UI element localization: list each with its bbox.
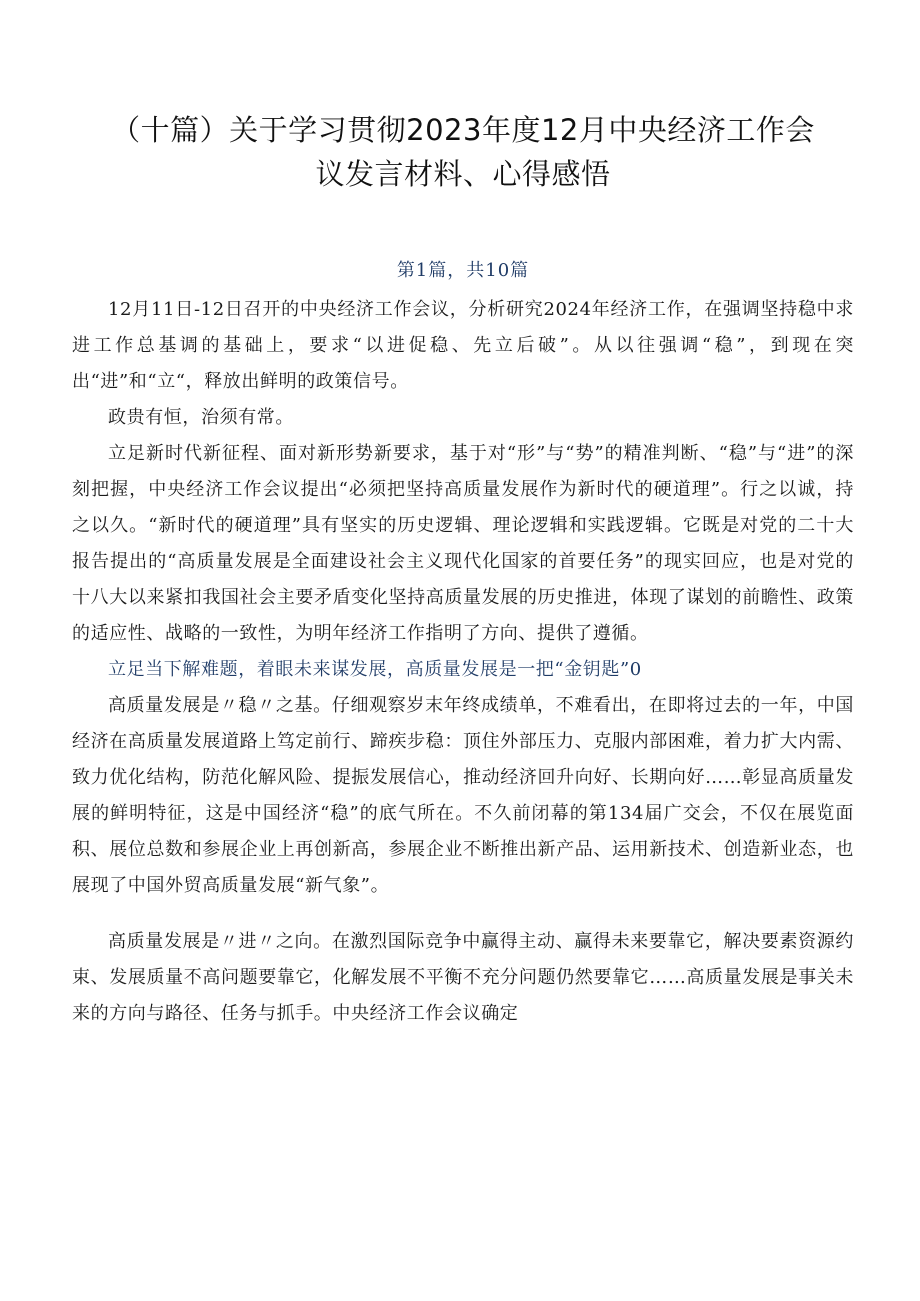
title-line-1: （十篇）关于学习贯彻2023年度12月中央经济工作会 <box>111 113 815 147</box>
paragraph-3: 立足新时代新征程、面对新形势新要求，基于对“形”与“势”的精准判断、“稳”与“进”的深刻把握，中央经济工作会议提出“必须把坚持高质量发展作为新时代的硬道理”。行之以诚，持之以久。“新时代的硬道理”具有坚实的历史逻辑、理论逻辑和实践逻辑。它既是对党的二十大报告提出的“高质量发展是全面建设社会主义现代化国家的首要任务”的现实回应，也是对党的十八大以来紧扣我国社会主要矛盾变化坚持高质量发展的历史推进，体现了谋划的前瞻性、政策的适应性、战略的一致性，为明年经济工作指明了方向、提供了遵循。 <box>72 443 854 644</box>
section-subheading: 立足当下解难题，着眼未来谋发展，高质量发展是一把“金钥匙”0 <box>108 659 642 680</box>
paragraph-4: 高质量发展是〃稳〃之基。仔细观察岁末年终成绩单，不难看出，在即将过去的一年，中国经济在高质量发展道路上笃定前行、蹄疾步稳：顶住外部压力、克服内部困难，着力扩大内需、致力优化结构，防范化解风险、提振发展信心，推动经济回升向好、长期向好……彰显高质量发展的鲜明特征，这是中国经济“稳”的底气所在。不久前闭幕的第134届广交会，不仅在展览面积、展位总数和参展企业上再创新高，参展企业不断推出新产品、运用新技术、创造新业态，也展现了中国外贸高质量发展“新气象”。 <box>72 695 854 896</box>
part-label: 第1篇，共10篇 <box>396 260 530 281</box>
paragraph-5: 高质量发展是〃进〃之向。在激烈国际竞争中赢得主动、赢得未来要靠它，解决要素资源约束、发展质量不高问题要靠它，化解发展不平衡不充分问题仍然要靠它……高质量发展是事关未来的方向与路径、任务与抓手。中央经济工作会议确定 <box>72 931 854 1024</box>
paragraph-1: 12月11日-12日召开的中央经济工作会议，分析研究2024年经济工作，在强调坚持稳中求进工作总基调的基础上，要求“以进促稳、先立后破”。从以往强调“稳”，到现在突出“进”和“立“，释放出鲜明的政策信号。 <box>72 299 854 392</box>
title-line-2: 议发言材料、心得感悟 <box>315 157 611 191</box>
document-title <box>72 108 854 196</box>
paragraph-2: 政贵有恒，治须有常。 <box>108 407 294 428</box>
